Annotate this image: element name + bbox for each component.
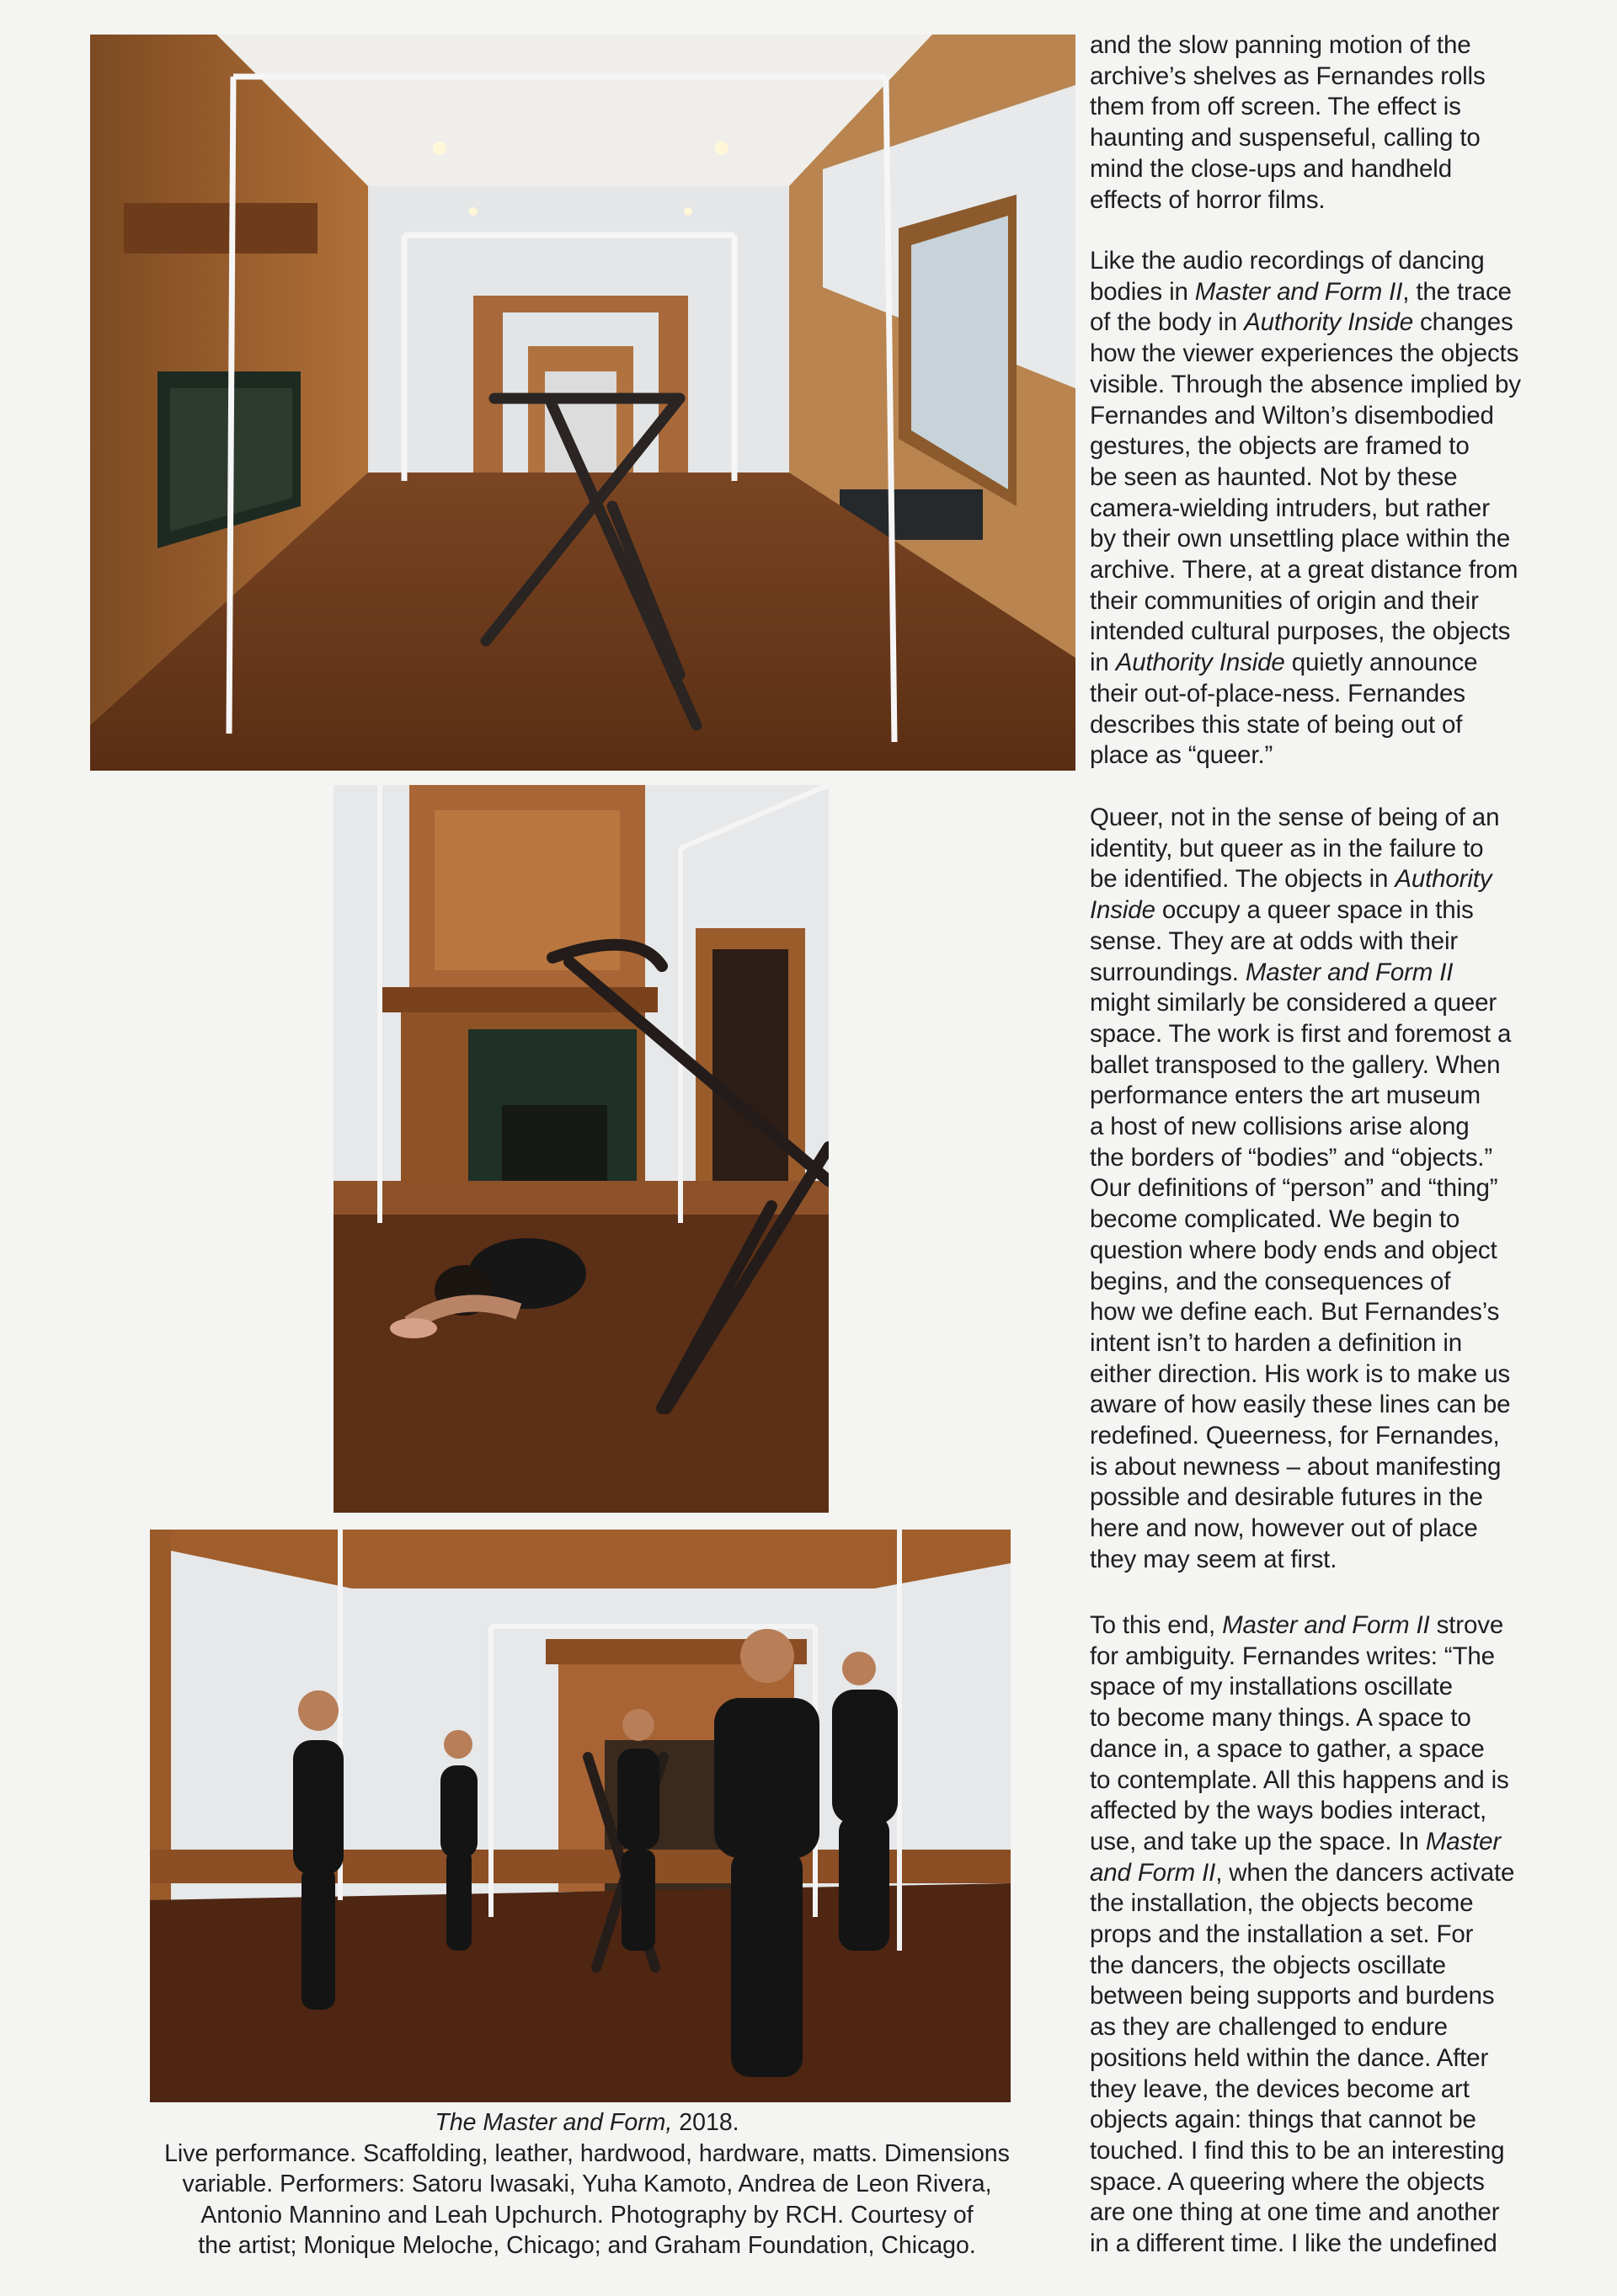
installation-photo-room — [90, 35, 1075, 771]
italic-title-run: Authority Inside — [1244, 308, 1414, 337]
text-run: quietly announce — [1284, 649, 1478, 677]
text-line — [1090, 1019, 1598, 1050]
text-run: positions held within the dance. After — [1090, 2043, 1489, 2072]
text-run: Queer, not in the sense of being of an — [1090, 804, 1500, 831]
text-run: visible. Through the absence implied by — [1090, 370, 1521, 398]
text-line — [1090, 307, 1598, 339]
text-run: either direction. His work is to make us — [1090, 1359, 1510, 1388]
text-run: a host of new collisions arise along — [1090, 1113, 1470, 1141]
text-run: space of my installations oscillate — [1090, 1673, 1453, 1701]
text-line — [1090, 1081, 1598, 1112]
text-line — [1090, 494, 1598, 525]
text-run: of the body in — [1090, 308, 1245, 337]
text-line — [1090, 1421, 1598, 1452]
text-line — [1090, 1765, 1598, 1797]
text-line — [1090, 988, 1598, 1019]
text-line — [1090, 679, 1598, 710]
text-line — [1090, 710, 1598, 741]
text-run: intent isn’t to harden a definition in — [1090, 1328, 1463, 1357]
text-run: intended cultural purposes, the objects — [1090, 617, 1511, 646]
caption-year: 2018. — [672, 2109, 739, 2136]
text-line — [1090, 1827, 1598, 1858]
text-run: and the slow panning motion of the — [1090, 31, 1471, 59]
text-run: effects of horror films. — [1090, 185, 1326, 214]
photo-caption — [94, 2107, 1080, 2261]
text-run: affected by the ways bodies interact, — [1090, 1797, 1487, 1825]
text-line — [1090, 30, 1598, 61]
text-run: sense. They are at odds with their — [1090, 926, 1459, 955]
dancer-stretch-photo — [334, 785, 829, 1513]
text-line — [1090, 1642, 1598, 1673]
text-line — [1090, 123, 1598, 154]
text-run: space. A queering where the objects — [1090, 2167, 1485, 2196]
text-run: is about newness – about manifesting — [1090, 1452, 1502, 1481]
text-run: aware of how easily these lines can be — [1090, 1391, 1511, 1419]
text-line — [1090, 1703, 1598, 1734]
text-line — [1090, 617, 1598, 648]
text-line — [1090, 1328, 1598, 1359]
text-run: haunting and suspenseful, calling to — [1090, 124, 1481, 152]
caption-line: Antonio Mannino and Leah Upchurch. Photography by RCH. Courtesy of — [200, 2201, 974, 2229]
text-line — [1090, 277, 1598, 308]
text-run: the borders of “bodies” and “objects.” — [1090, 1143, 1493, 1172]
text-line — [1090, 1390, 1598, 1421]
text-run: as they are challenged to endure — [1090, 2013, 1448, 2042]
text-run: between being supports and burdens — [1090, 1982, 1495, 2010]
text-line — [1090, 154, 1598, 185]
text-line — [1090, 1050, 1598, 1081]
text-line — [1090, 2012, 1598, 2043]
text-run: space. The work is first and foremost a — [1090, 1019, 1512, 1048]
italic-title-run: Authority — [1395, 865, 1492, 894]
text-line — [1090, 2043, 1598, 2074]
caption-line: Live performance. Scaffolding, leather, hardwood, hardware, matts. Dimensions — [164, 2139, 1010, 2167]
text-run: gestures, the objects are framed to — [1090, 432, 1470, 461]
text-line — [1090, 1112, 1598, 1143]
text-line — [1090, 1452, 1598, 1483]
text-line — [1090, 895, 1598, 926]
text-line — [1090, 1796, 1598, 1827]
italic-title-run: Authority Inside — [1115, 649, 1285, 677]
text-line — [1090, 2136, 1598, 2167]
article-paragraph-2 — [1090, 246, 1598, 772]
text-line — [1090, 555, 1598, 586]
text-line — [1090, 1920, 1598, 1951]
dancers-group-photo — [150, 1530, 1011, 2102]
text-run: identity, but queer as in the failure to — [1090, 834, 1484, 862]
text-run: here and now, however out of place — [1090, 1514, 1478, 1543]
text-run: bodies in — [1090, 277, 1195, 306]
caption-line: the artist; Monique Meloche, Chicago; and Graham Foundation, Chicago. — [198, 2232, 976, 2259]
text-line — [1090, 246, 1598, 277]
text-line — [1090, 1359, 1598, 1391]
italic-title-run: Master and Form II — [1194, 277, 1403, 306]
text-run: , the trace — [1402, 277, 1512, 306]
text-run: the installation, the objects become — [1090, 1889, 1474, 1918]
caption-title-italic: The Master and Form, — [435, 2109, 673, 2136]
text-line — [1090, 1545, 1598, 1576]
text-run: by their own unsettling place within the — [1090, 525, 1511, 553]
text-line — [1090, 1858, 1598, 1889]
italic-title-run: and Form II — [1090, 1858, 1216, 1887]
text-run: To this end, — [1090, 1611, 1223, 1639]
text-line — [1090, 1734, 1598, 1765]
text-line — [1090, 1610, 1598, 1642]
text-run: become complicated. We begin to — [1090, 1205, 1460, 1234]
text-run: props and the installation a set. For — [1090, 1920, 1474, 1949]
text-run: , when the dancers activate — [1215, 1858, 1515, 1887]
text-run: Like the audio recordings of dancing — [1090, 247, 1485, 275]
text-line — [1090, 2229, 1598, 2260]
text-run: them from off screen. The effect is — [1090, 93, 1461, 121]
text-run: might similarly be considered a queer — [1090, 989, 1497, 1017]
text-line — [1090, 2197, 1598, 2229]
text-line — [1090, 586, 1598, 617]
text-line — [1090, 2167, 1598, 2198]
article-paragraph-3 — [1090, 803, 1598, 1576]
text-line — [1090, 61, 1598, 93]
text-line — [1090, 1267, 1598, 1298]
caption-title — [94, 2107, 1080, 2138]
text-run: how the viewer experiences the objects — [1090, 339, 1519, 368]
text-line — [1090, 1981, 1598, 2012]
text-run: their communities of origin and their — [1090, 586, 1479, 615]
italic-title-run: Master — [1425, 1827, 1502, 1855]
text-run: Our definitions of “person” and “thing” — [1090, 1174, 1498, 1203]
text-run: use, and take up the space. In — [1090, 1827, 1426, 1855]
text-run: changes — [1413, 308, 1513, 337]
text-run: occupy a queer space in this — [1155, 896, 1474, 925]
text-line — [1090, 1482, 1598, 1514]
text-line — [1090, 1143, 1598, 1174]
text-line — [1090, 370, 1598, 401]
text-line — [1090, 1514, 1598, 1545]
text-line — [1090, 92, 1598, 123]
article-paragraph-4 — [1090, 1610, 1598, 2260]
text-line — [1090, 2105, 1598, 2136]
text-run: surroundings. — [1090, 958, 1246, 986]
text-run: touched. I find this to be an interesting — [1090, 2136, 1505, 2165]
text-run: objects again: things that cannot be — [1090, 2106, 1476, 2134]
text-line — [1090, 864, 1598, 895]
text-run: Fernandes and Wilton’s disembodied — [1090, 401, 1494, 430]
text-line — [1090, 401, 1598, 432]
text-line — [1090, 431, 1598, 462]
text-run: for ambiguity. Fernandes writes: “The — [1090, 1642, 1495, 1670]
text-run: to contemplate. All this happens and is — [1090, 1765, 1509, 1794]
text-run: be identified. The objects in — [1090, 865, 1396, 894]
text-run: describes this state of being out of — [1090, 710, 1463, 739]
text-line — [1090, 1888, 1598, 1920]
text-run: dance in, a space to gather, a space — [1090, 1734, 1485, 1763]
text-line — [1090, 740, 1598, 772]
text-run: possible and desirable futures in the — [1090, 1483, 1483, 1512]
caption-line: variable. Performers: Satoru Iwasaki, Yuha Kamoto, Andrea de Leon Rivera, — [182, 2171, 992, 2197]
text-run: begins, and the consequences of — [1090, 1267, 1451, 1295]
text-run: redefined. Queerness, for Fernandes, — [1090, 1422, 1500, 1450]
text-line — [1090, 1297, 1598, 1328]
text-line — [1090, 1236, 1598, 1267]
italic-title-run: Master and Form II — [1245, 958, 1454, 986]
text-run: to become many things. A space to — [1090, 1704, 1471, 1733]
text-run: strove — [1429, 1611, 1504, 1639]
text-line — [1090, 803, 1598, 834]
italic-title-run: Inside — [1090, 896, 1155, 925]
text-line — [1090, 1173, 1598, 1204]
text-run: how we define each. But Fernandes’s — [1090, 1298, 1500, 1327]
text-line — [1090, 1204, 1598, 1236]
text-run: archive’s shelves as Fernandes rolls — [1090, 61, 1486, 90]
text-run: performance enters the art museum — [1090, 1081, 1481, 1110]
text-line — [1090, 339, 1598, 370]
text-run: place as “queer.” — [1090, 741, 1273, 770]
text-run: ballet transposed to the gallery. When — [1090, 1050, 1501, 1079]
text-run: they may seem at first. — [1090, 1545, 1337, 1573]
text-line — [1090, 648, 1598, 679]
text-run: mind the close-ups and handheld — [1090, 154, 1452, 183]
text-line — [1090, 926, 1598, 958]
text-run: in — [1090, 649, 1116, 677]
italic-title-run: Master and Form II — [1222, 1611, 1430, 1639]
text-line — [1090, 524, 1598, 555]
text-line — [1090, 185, 1598, 216]
text-line — [1090, 2074, 1598, 2106]
text-run: their out-of-place-ness. Fernandes — [1090, 679, 1465, 707]
text-run: they leave, the devices become art — [1090, 2074, 1470, 2103]
text-run: the dancers, the objects oscillate — [1090, 1951, 1446, 1979]
text-line — [1090, 462, 1598, 494]
text-line — [1090, 1951, 1598, 1982]
text-run: camera-wielding intruders, but rather — [1090, 494, 1490, 522]
article-paragraph-1 — [1090, 30, 1598, 216]
text-line — [1090, 834, 1598, 865]
text-run: are one thing at one time and another — [1090, 2198, 1500, 2227]
text-line — [1090, 958, 1598, 989]
text-run: be seen as haunted. Not by these — [1090, 462, 1458, 491]
text-run: archive. There, at a great distance from — [1090, 556, 1518, 585]
text-run: in a different time. I like the undefined — [1090, 2229, 1497, 2258]
text-run: question where body ends and object — [1090, 1236, 1497, 1264]
text-line — [1090, 1672, 1598, 1703]
